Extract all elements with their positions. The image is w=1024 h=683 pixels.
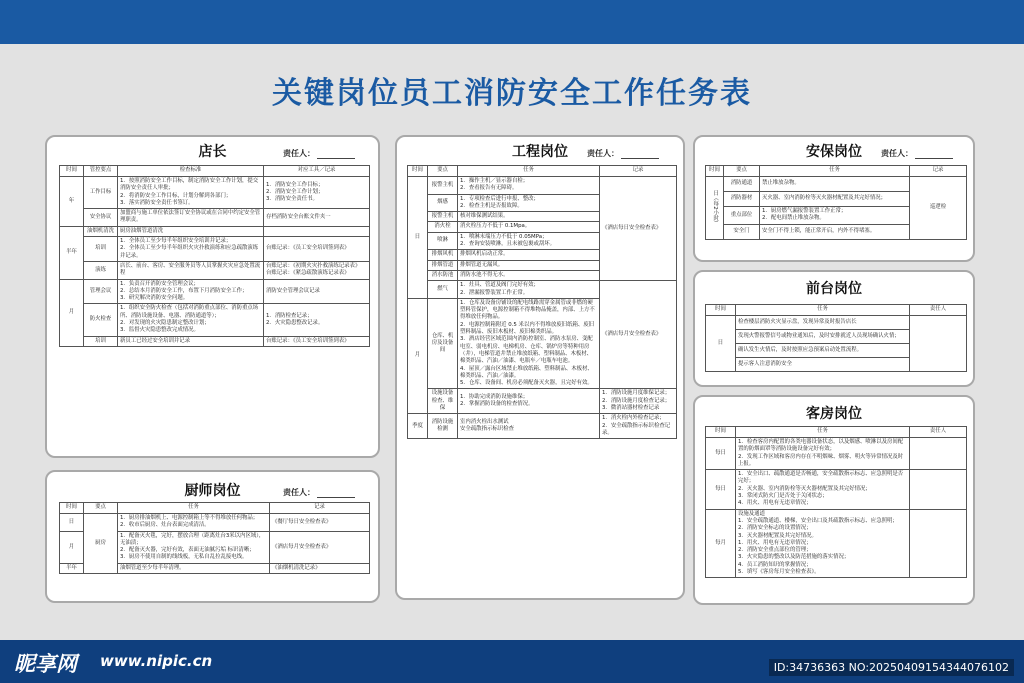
table-cell: 《餐厅每日安全检查表》 xyxy=(270,514,370,532)
table-row xyxy=(60,237,370,262)
table-row xyxy=(60,261,370,279)
table-row xyxy=(60,177,370,209)
table-cell: 对应工具／记录 xyxy=(264,166,370,177)
card-title-anbao: 安保岗位 xyxy=(806,144,862,160)
responsible-field: 责任人： xyxy=(881,148,953,159)
table-row xyxy=(60,226,370,236)
table-cell: 喷淋 xyxy=(428,232,458,250)
table-header-row xyxy=(60,503,370,514)
watermark-id: ID:34736363 NO:20250409154344076102 xyxy=(769,659,1014,676)
table-cell: 消火栓 xyxy=(428,222,458,232)
table-cell: 责任人 xyxy=(910,305,967,316)
table-header-row xyxy=(706,427,967,438)
table-cell: 消防设施检测 xyxy=(428,414,458,439)
table-cell: 任务 xyxy=(760,166,910,177)
table-cell: 任务 xyxy=(458,166,600,177)
card-title-gongcheng: 工程岗位 xyxy=(512,144,568,160)
table-cell: 1．负责召开消防安全管理会议； 2．总结本月消防安全工作，布置下月消防安全工作； 3．研究解决消防安全问题。 xyxy=(118,279,264,304)
table-row xyxy=(408,414,677,439)
time-cell: 日 xyxy=(706,316,736,372)
card-title-kefang: 客房岗位 xyxy=(806,406,862,422)
table-cell: 厨房油烟管道清洗 xyxy=(118,226,264,236)
table-cell: 1．消火栓内外检查记录； 2．安全疏散指示标识检查记录。 xyxy=(600,414,677,439)
table-cell: 日 xyxy=(60,514,84,532)
time-cell: 日（每2小时） xyxy=(706,177,724,240)
table-cell: 月 xyxy=(408,298,428,413)
table-cell: 《油烟机清洗记录》 xyxy=(270,563,370,573)
responsible-field: 责任人： xyxy=(283,148,355,159)
table-cell: 安全门不得上锁，能正常开启，内外不得堵塞。 xyxy=(760,224,910,239)
table-cell: 时间 xyxy=(60,503,84,514)
table-cell: 要点 xyxy=(724,166,760,177)
table-cell: 加盟商与施工单位依法签订安全协议或在合同中约定安全管理职责。 xyxy=(118,209,264,227)
table-row xyxy=(408,389,677,414)
table-cell: 厨房 xyxy=(84,514,118,574)
table-cell: 1．厨房排油烟机上、电源控制箱上等不得堆放任何物品； 2．收市后厨房、灶台表面完成清洁。 xyxy=(118,514,270,532)
table-cell: 时间 xyxy=(706,166,724,177)
table-cell: 重点部位 xyxy=(724,207,760,225)
table-row xyxy=(706,438,967,470)
table-cell: 发现火警报警信号或物业通知后，及时安排就近人员现场确认火情； xyxy=(736,330,910,344)
watermark-brand: 昵享网 xyxy=(14,652,77,676)
table-cell: 月 xyxy=(60,279,84,346)
table-header-row xyxy=(706,305,967,316)
table-cell: 1．全体员工至少每半年组织安全培训并记录； 2．全体员工至少每半年组织火灾扑救演练和应急疏散演练并记录。 xyxy=(118,237,264,262)
card-chushi xyxy=(45,470,380,603)
table-anbao xyxy=(705,165,967,240)
table-cell xyxy=(910,316,967,372)
table-cell: 季度 xyxy=(408,414,428,439)
table-cell: 新员工已经过安全培训并记录 xyxy=(118,336,264,346)
table-cell: 月 xyxy=(60,531,84,563)
table-cell: 要点 xyxy=(428,166,458,177)
table-cell: 核对维保测试结果。 xyxy=(458,212,600,222)
table-cell: 油烟管道至少每半年清理。 xyxy=(118,563,270,573)
table-cell: 设施及通道 1．安全疏散通道、楼梯，安全出口及其疏散指示标志、应急照明； 2．消防安全标志的设置情况； 3．灭火器材配置及其完好情况。 1．用火、用电有无违章情况； 2．消防安全重点部位的管理； 3．火灾隐患的整改以及防范措施的落实情况； 4．员工消防知识的掌握情况； 5．填写《客房每月安全检查表》。 xyxy=(736,509,910,578)
table-cell xyxy=(264,226,370,236)
table-cell: 台账记录：《员工安全培训签到表》 xyxy=(264,336,370,346)
page-title: 关键岗位员工消防安全工作任务表 xyxy=(272,76,752,111)
table-cell: 1．消防检查记录； 2．火灾隐患整改记录。 xyxy=(264,304,370,336)
table-cell: 1．厨房燃气漏报警装置工作正常； 2．配电间禁止堆放杂物。 xyxy=(760,207,910,225)
table-cell: 消水防池 xyxy=(428,270,458,280)
table-cell: 存档消防安全台账文件夹一 xyxy=(264,209,370,227)
table-row xyxy=(408,177,677,195)
table-cell: 每日 xyxy=(706,470,736,509)
table-cell: 排烟管道无漏风。 xyxy=(458,260,600,270)
table-cell: 排烟管道 xyxy=(428,260,458,270)
responsible-field: 责任人： xyxy=(283,487,355,498)
table-cell: 半年 xyxy=(60,563,84,573)
table-cell: 报警主机 xyxy=(428,177,458,195)
table-cell: 年 xyxy=(60,177,84,227)
table-row xyxy=(60,279,370,304)
table-cell: 排烟风机启动正常。 xyxy=(458,250,600,260)
table-cell: 1．灶具、管道及阀门完好有效； 2．泄漏报警装置工作正常。 xyxy=(458,281,600,299)
table-header-row xyxy=(60,166,370,177)
table-cell: 安全门 xyxy=(724,224,760,239)
table-cell: 管理会议 xyxy=(84,279,118,304)
table-cell: 1．组织安全防火检查（包括对消防重点部位、消防重点场所、消防设施设备、电器、消防通道等）； 2．对发现的火灾隐患制定整改计划； 3．监督火灾隐患整改完成情况。 xyxy=(118,304,264,336)
table-cell: 培训 xyxy=(84,336,118,346)
table-header-row xyxy=(408,166,677,177)
table-cell: 消防安全管理会议记录 xyxy=(264,279,370,304)
table-cell: 1．按照消防安全工作目标，制定消防安全工作计划，提交消防安全责任人审批； 2．将消防安全工作目标，计划分解到各部门； 3．落实消防安全责任书签订。 xyxy=(118,177,264,209)
card-anbao xyxy=(693,135,975,262)
table-cell: 仓库、机房及设备间 xyxy=(428,298,458,389)
table-cell: 1．消防安全工作目标； 2．消防安全工作计划； 3．消防安全责任书。 xyxy=(264,177,370,209)
table-cell: 记录 xyxy=(270,503,370,514)
table-cell: 1．检查客房内配置的各类电器设备状态，以及烟感、喷淋以及房间配置的防烟面罩等消防设施设备完好有效； 2．发现工作区域和客房内存在不明烟味、烟雾、明火等异常情况及时上报。 xyxy=(736,438,910,470)
table-dianzhang xyxy=(59,165,370,347)
table-cell: 安全协议 xyxy=(84,209,118,227)
table-cell xyxy=(910,509,967,578)
card-title-chushi: 厨师岗位 xyxy=(184,483,241,499)
table-row xyxy=(706,470,967,509)
table-cell: 培训 xyxy=(84,237,118,262)
table-cell: 1．协助完成消防设施维保； 2．掌握消防设备的检查情况。 xyxy=(458,389,600,414)
table-cell: 演练 xyxy=(84,261,118,279)
table-cell: 室内消火栓出水测试 安全疏散指示标识检查 xyxy=(458,414,600,439)
responsible-field: 责任人： xyxy=(587,148,659,159)
table-cell xyxy=(910,438,967,470)
table-cell: 巡逻检 xyxy=(910,177,967,240)
table-row xyxy=(706,509,967,578)
table-cell: 要点 xyxy=(84,503,118,514)
table-cell: 任务 xyxy=(736,305,910,316)
table-cell: 记录 xyxy=(600,166,677,177)
table-cell: 消火栓压力不低于 0.1Mpa。 xyxy=(458,222,600,232)
table-cell: 1．操作主机／显示器自检； 2．查看报告有无障碍。 xyxy=(458,177,600,195)
table-cell: 1．仓库及设备房铺设的配电线路需穿金属管或非燃的硬塑料管保护，电源控制箱不得堆物品掩盖，内部、上方不得堆放任何物品。 2．电源控制箱附近 0.5 米以内不得堆放废旧纸箱、废旧塑料制品、废旧木板材、废旧棉类织品。 3．酒店经营区域范围内消防控制室、消防水泵房、变配电室、弱电机房、电梯机房、仓库、锅炉房等特种用房（井），电梯管道井禁止堆放纸箱、塑料制品、木板材、棉类织品、汽油／油漆、电瓶车／电瓶车电池。 4．屋顶／露台区域禁止堆放纸箱、塑料制品、木板材、棉类织品、汽油／油漆。 5．仓库、设备间、机房必须配备灭火器，且完好有效。 xyxy=(458,298,600,389)
table-cell: 燃气 xyxy=(428,281,458,299)
table-row xyxy=(60,209,370,227)
table-header-row xyxy=(706,166,967,177)
table-gongcheng xyxy=(407,165,677,439)
table-cell: 半年 xyxy=(60,226,84,279)
table-cell: 油烟机清洗 xyxy=(84,226,118,236)
card-kefang xyxy=(693,395,975,605)
card-title-qiantai: 前台岗位 xyxy=(806,281,862,297)
table-cell: 时间 xyxy=(408,166,428,177)
table-cell: 消防通道 xyxy=(724,177,760,192)
table-cell: 每月 xyxy=(706,509,736,578)
card-title-dianzhang: 店长 xyxy=(198,144,227,160)
table-cell: 台账记录：《员工安全培训签到表》 xyxy=(264,237,370,262)
table-cell: 检查楼层消防火灾显示盘，发现异常及时报告店长 xyxy=(736,316,910,330)
table-cell: 提示客人注意消防安全 xyxy=(736,358,910,372)
table-row xyxy=(706,177,967,192)
table-cell: 台账记录：《初期火灾扑救演练记录表》 台账记录：《紧急疏散演练记录表》 xyxy=(264,261,370,279)
table-cell: 防火检查 xyxy=(84,304,118,336)
table-qiantai xyxy=(705,304,967,372)
table-cell: 时间 xyxy=(706,305,736,316)
watermark-url: www.nipic.cn xyxy=(100,652,213,670)
table-cell: 《酒店每日安全检查表》 xyxy=(600,177,677,281)
table-cell: 排烟风机 xyxy=(428,250,458,260)
table-cell: 工作目标 xyxy=(84,177,118,209)
card-qiantai xyxy=(693,270,975,387)
table-row xyxy=(60,304,370,336)
top-banner xyxy=(0,0,1024,44)
table-cell: 灭火器、室内消防栓等灭火器材配置及其完好情况； xyxy=(760,192,910,207)
table-cell: 禁止堆放杂物。 xyxy=(760,177,910,192)
table-cell: 烟感 xyxy=(428,194,458,212)
table-cell: 消防器材 xyxy=(724,192,760,207)
table-kefang xyxy=(705,426,967,578)
table-cell: 管控要点 xyxy=(84,166,118,177)
table-cell: 报警主机 xyxy=(428,212,458,222)
table-cell: 《酒店每月安全检查表》 xyxy=(270,531,370,563)
table-cell: 日 xyxy=(408,177,428,299)
table-cell: 1．安全出口、疏散通道是否畅通，安全疏散指示标志、应急照明是否完好； 2．灭火器、室内消防栓等灭火器材配置及其完好情况； 3．常闭式防火门是否处于关闭状态； 4．用火、用电有无违章情况； xyxy=(736,470,910,509)
table-row xyxy=(60,336,370,346)
table-cell: 设施设备检查、维保 xyxy=(428,389,458,414)
table-cell: 时间 xyxy=(706,427,736,438)
table-cell: 每日 xyxy=(706,438,736,470)
table-cell: 1．专项检查后进行申报、整改； 2．检查主机是否报故障。 xyxy=(458,194,600,212)
table-row xyxy=(60,514,370,532)
table-row xyxy=(408,281,677,299)
table-cell: 任务 xyxy=(736,427,910,438)
table-cell: 1．消防设施月度维保记录； 2．消防设施月度检查记录； 3．微消站器材检查记录 xyxy=(600,389,677,414)
table-cell: 1．配备灭火毯，完好，摆放合理（距离灶台3米以内区域），无油渍； 2．配备灭火器，完好有效，表面无油腻污垢 标识清晰； 3．厨房不使用自制的线线板，无私自乱拉乱接电线。 xyxy=(118,531,270,563)
table-cell: 1．喷淋末端压力不低于 0.05MPa； 2．查询安装喷淋，且未被包裹或刮坏。 xyxy=(458,232,600,250)
table-cell: 任务 xyxy=(118,503,270,514)
table-cell: 店长、前台、客房、安全服务员等人员掌握火灾应急处置流程 xyxy=(118,261,264,279)
table-chushi xyxy=(59,502,370,574)
table-cell xyxy=(910,470,967,509)
table-cell: 确认发生火情后，及时按照应急预案启动处置流程。 xyxy=(736,344,910,358)
table-row xyxy=(706,316,967,330)
table-cell: 责任人 xyxy=(910,427,967,438)
card-gongcheng xyxy=(395,135,685,600)
card-dianzhang xyxy=(45,135,380,458)
table-cell: 时间 xyxy=(60,166,84,177)
table-cell: 《酒店每月安全检查表》 xyxy=(600,281,677,389)
table-cell: 消防水池不得无水。 xyxy=(458,270,600,280)
table-cell: 记录 xyxy=(910,166,967,177)
table-cell: 检查标准 xyxy=(118,166,264,177)
